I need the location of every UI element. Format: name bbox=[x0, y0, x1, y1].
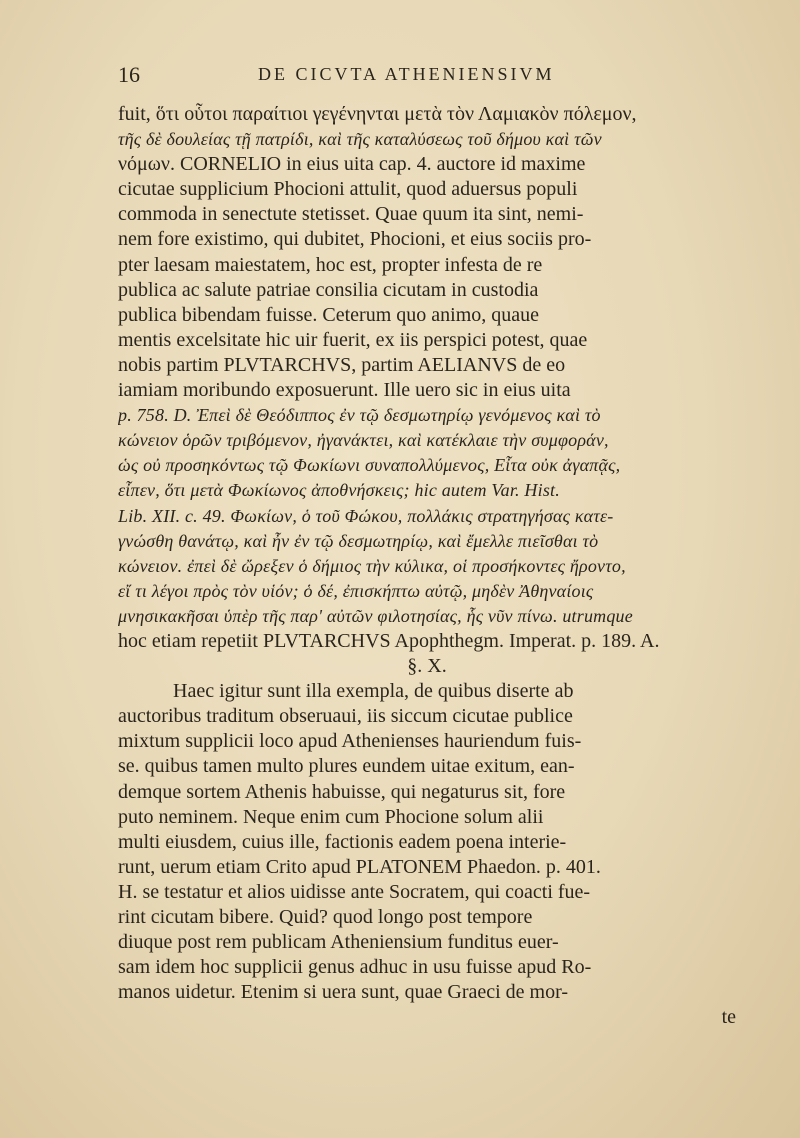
text-line: auctoribus traditum obseruaui, iis siccum cicutae publice bbox=[118, 705, 573, 728]
text-line: nobis partim PLVTARCHVS, partim AELIANVS de eo bbox=[118, 353, 566, 376]
text-line: cicutae supplicium Phocioni attulit, quod aduersus populi bbox=[118, 178, 578, 201]
text-line: εἶπεν, ὅτι μετὰ Φωκίωνος ἀποθνήσκεις; hic autem Var. Hist. bbox=[118, 480, 560, 501]
text-line: publica ac salute patriae consilia cicutam in custodia bbox=[118, 278, 539, 301]
text-line: diuque post rem publicam Atheniensium funditus euer- bbox=[118, 931, 559, 954]
text-line: publica bibendam fuisse. Ceterum quo animo, quaue bbox=[118, 303, 540, 326]
text-line: mentis excelsitate hic uir fuerit, ex iis perspici potest, quae bbox=[118, 328, 588, 351]
text-line: multi eiusdem, cuius ille, factionis eadem poena interie- bbox=[118, 830, 567, 853]
text-line: puto neminem. Neque enim cum Phocione solum alii bbox=[118, 805, 544, 828]
text-line: manos uidetur. Etenim si uera sunt, quae Graeci de mor- bbox=[118, 981, 569, 1004]
text-line: pter laesam maiestatem, hoc est, propter infesta de re bbox=[118, 253, 543, 276]
text-line: sam idem hoc supplicii genus adhuc in usu fuisse apud Ro- bbox=[118, 956, 592, 979]
text-line: hoc etiam repetiit PLVTARCHVS Apophthegm. Imperat. p. 189. A. bbox=[118, 629, 660, 652]
text-line: μνησικακῆσαι ὑπὲρ τῆς παρ' αὐτῶν φιλοτησίας, ἧς νῦν πίνω. utrumque bbox=[118, 605, 633, 626]
text-line: H. se testatur et alios uidisse ante Socratem, qui coacti fue- bbox=[118, 880, 591, 903]
text-line: mixtum supplicii loco apud Athenienses hauriendum fuis- bbox=[118, 730, 582, 753]
text-line: Haec igitur sunt illa exempla, de quibus diserte ab bbox=[173, 680, 574, 703]
page-header bbox=[118, 60, 718, 90]
text-line: εἴ τι λέγοι πρὸς τὸν υἱόν; ὁ δέ, ἐπισκήπτω αὐτῷ, μηδὲν Ἀθηναίοις bbox=[118, 580, 594, 601]
text-line: νόμων. CORNELIO in eius uita cap. 4. auctore id maxime bbox=[118, 153, 586, 176]
text-line: rint cicutam bibere. Quid? quod longo post tempore bbox=[118, 906, 533, 928]
text-line: iamiam moribundo exposuerunt. Ille uero sic in eius uita bbox=[118, 379, 571, 402]
page-number: 16 bbox=[118, 62, 140, 87]
text-line: nem fore existimo, qui dubitet, Phocioni, et eius sociis pro- bbox=[118, 228, 592, 251]
text-line: p. 758. D. Ἐπεὶ δὲ Θεόδιππος ἐν τῷ δεσμωτηρίῳ γενόμενος καὶ τὸ bbox=[118, 405, 601, 426]
running-title: DE CICVTA ATHENIENSIVM bbox=[258, 64, 555, 84]
section-heading: §. X. bbox=[407, 655, 447, 678]
catchword: te bbox=[721, 1006, 736, 1029]
text-line: κώνειον ὁρῶν τριβόμενον, ἠγανάκτει, καὶ κατέκλαιε τὴν συμφοράν, bbox=[118, 430, 609, 451]
text-line: commoda in senectute stetisset. Quae quum ita sint, nemi- bbox=[118, 203, 584, 226]
text-line: demque sortem Athenis habuisse, qui negaturus sit, fore bbox=[118, 780, 566, 803]
text-line: Lib. XII. c. 49. Φωκίων, ὁ τοῦ Φώκου, πολλάκις στρατηγήσας κατε- bbox=[118, 505, 614, 526]
text-line: γνώσθη θανάτῳ, καὶ ἦν ἐν τῷ δεσμωτηρίῳ, καὶ ἔμελλε πιεῖσθαι τὸ bbox=[118, 530, 599, 551]
body-text bbox=[118, 102, 736, 1030]
text-line: ὡς οὐ προσηκόντως τῷ Φωκίωνι συναπολλύμενος, Εἶτα οὐκ ἀγαπᾷς, bbox=[118, 455, 621, 476]
text-line: fuit, ὅτι οὗτοι παραίτιοι γεγένηνται μετὰ τὸν Λαμιακὸν πόλεμον, bbox=[118, 103, 637, 125]
text-line: se. quibus tamen multo plures eundem uitae exitum, ean- bbox=[118, 755, 575, 778]
text-line: runt, uerum etiam Crito apud PLATONEM Phaedon. p. 401. bbox=[118, 855, 601, 878]
text-line: τῆς δὲ δουλείας τῇ πατρίδι, καὶ τῆς καταλύσεως τοῦ δήμου καὶ τῶν bbox=[118, 129, 602, 150]
text-line: κώνειον. ἐπεὶ δὲ ὤρεξεν ὁ δήμιος τὴν κύλικα, οἱ προσήκοντες ἤροντο, bbox=[118, 555, 626, 576]
